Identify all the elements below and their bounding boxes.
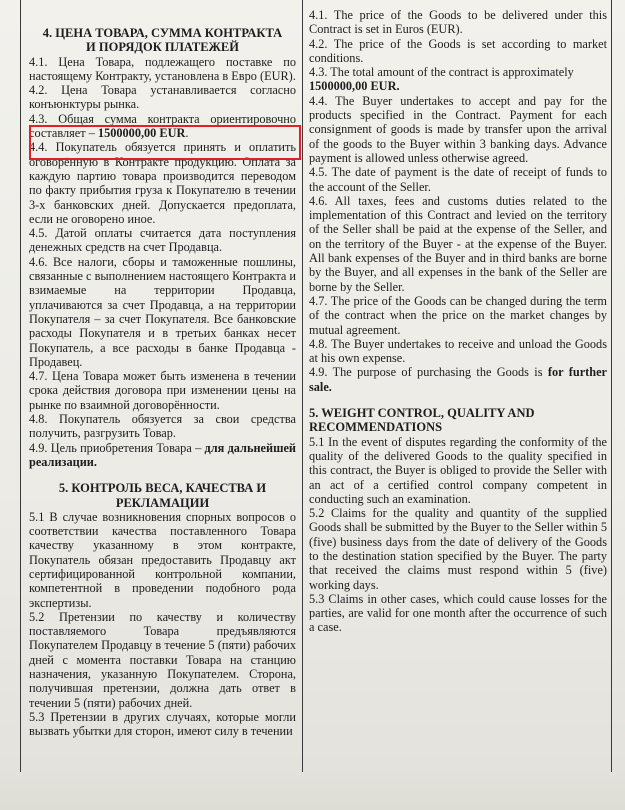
highlight-box-clause-4-3 (29, 125, 301, 160)
english-column (303, 0, 611, 772)
russian-column (21, 0, 303, 772)
clause-4-1-en: 4.1. The price of the Goods to be delivered under this Contract is set in Euros (EUR). (309, 8, 607, 37)
clause-4-9-ru-text: 4.9. Цель приобретения Товара – (29, 440, 205, 455)
clause-4-6-ru: 4.6. Все налоги, сборы и таможенные пошлины, связанные с выполнением настоящего Контракта и взимаемые на территории Продавца, уплачиваются за счет Продавца, а на территории Покупателя – за счет Покупателя. Все банковские расходы Покупателя и в третьих банках несет Покупатель, а все расходы в банке Продавца - Продавец. (29, 254, 296, 369)
clause-4-8-en: 4.8. The Buyer undertakes to receive and unload the Goods at his own expense. (309, 336, 607, 366)
clause-4-6-en: 4.6. All taxes, fees and customs duties related to the implementation of this Contract and levied on the territory of the Seller shall be paid at the expense of the Seller, and on the territory of the Buyer - at the expense of the Buyer. All bank expenses of the Buyer and in third banks are borne by the Buyer, and all expenses in the bank of the Seller are borne by the Seller. (309, 193, 607, 294)
clause-4-3-en-amount: 1500000,00 EUR. (309, 79, 400, 94)
clause-4-9-en (309, 365, 607, 394)
clause-4-1-ru: 4.1. Цена Товара, подлежащего поставке по настоящему Контракту, установлена в Евро (EUR). (29, 54, 296, 83)
clause-4-8-ru: 4.8. Покупатель обязуется за свои средства получить, разгрузить Товар. (29, 412, 296, 441)
section-5-title-ru: 5. КОНТРОЛЬ ВЕСА, КАЧЕСТВА И (58, 481, 267, 496)
clause-4-9-en-text: 4.9. The purpose of purchasing the Goods is (309, 365, 548, 380)
clause-4-3-ru-amount: 1500000,00 EUR (97, 126, 186, 141)
clause-4-3-ru-end: . (185, 126, 189, 141)
bilingual-contract-table (20, 0, 612, 773)
clause-4-3-ru-text: 4.3. Общая сумма контракта ориентировочно составляет – (29, 111, 296, 141)
clause-4-5-en: 4.5. The date of payment is the date of receipt of funds to the account of the Seller. (309, 165, 607, 194)
clause-4-7-en: 4.7. The price of the Goods can be changed during the term of the contract when the price on the market changes by mutual agreement. (309, 293, 607, 337)
clause-4-4-ru: 4.4. Покупатель обязуется принять и оплатить оговорённую в Контракте продукцию. Оплата за каждую партию товара производится переводом по факту прибытия груза к Покупателю в течении 3-х банковских дней. Допускается предоплата, если не оговорено иное. (29, 140, 296, 226)
clause-4-7-ru: 4.7. Цена Товара может быть изменена в течении срока действия договора при изменении цены на рынке по взаимной договорённости. (29, 369, 296, 412)
clause-5-1-ru: 5.1 В случае возникновения спорных вопросов о соответствии качества поставленного Товара качеству указанному в этом контракте, Покупатель обязан предоставить Продавцу акт сертифицированной контрольной компании, компетентной в проведении подобного рода экспертизы. (29, 509, 296, 610)
clause-4-5-ru: 4.5. Датой оплаты считается дата поступления денежных средств на счет Продавца. (29, 226, 296, 255)
clause-4-2-ru: 4.2. Цена Товара устанавливается согласно конъюнктуры рынка. (29, 83, 296, 112)
section-4-subtitle-ru: И ПОРЯДОК ПЛАТЕЖЕЙ (86, 40, 239, 55)
page-bottom-margin (0, 772, 625, 810)
section-4-title-ru: 4. ЦЕНА ТОВАРА, СУММА КОНТРАКТА (42, 26, 283, 40)
section-5-title-en: 5. WEIGHT CONTROL, QUALITY AND (309, 406, 535, 421)
section-5-subtitle-en: RECOMMENDATIONS (309, 420, 443, 435)
clause-4-4-en: 4.4. The Buyer undertakes to accept and pay for the products specified in the Contract. Payment for each consignment of goods is made by transfer upon the arrival of the goods to the Buyer within 3 banking days. Advance payment is allowed unless otherwise agreed. (309, 93, 607, 165)
clause-4-9-ru-bold: для дальнейшей реализации. (29, 440, 297, 469)
clause-5-1-en: 5.1 In the event of disputes regarding the conformity of the quality of the delivered Goods to the quality specified in this contract, the Buyer is obliged to provide the Seller with an act of a certified control company competent in conducting such an examination. (309, 434, 607, 506)
clause-4-9-ru (29, 441, 296, 470)
clause-5-2-en: 5.2 Claims for the quality and quantity of the supplied Goods shall be submitted by the Buyer to the Seller within 5 (five) business days from the date of delivery of the Goods to the destination station specified by the Buyer. The party that received the claims must respond within 5 (five) working days. (309, 506, 607, 592)
clause-4-9-en-bold: for further sale. (309, 365, 607, 394)
clause-5-2-ru: 5.2 Претензии по качеству и количеству поставляемого Товара предъявляются Покупателем Продавцу в течение 5 (пяти) рабочих дней с момента поставки Товара на станцию назначения, указанную Покупателем. Сторона, получившая претензии, должна дать ответ в течении 5 (пяти) рабочих дней. (29, 609, 296, 710)
clause-4-3-en: 4.3. The total amount of the contract is approximately (309, 65, 574, 80)
clause-5-3-en: 5.3 Claims in other cases, which could cause losses for the parties, are valid for one month after the occurrence of such a case. (309, 591, 607, 635)
section-5-subtitle-ru: РЕКЛАМАЦИИ (115, 495, 210, 510)
clause-5-3-ru: 5.3 Претензии в других случаях, которые могли вызвать убытки для сторон, имеют силу в течении (29, 709, 296, 739)
clause-4-2-en: 4.2. The price of the Goods is set according to market conditions. (309, 36, 607, 65)
